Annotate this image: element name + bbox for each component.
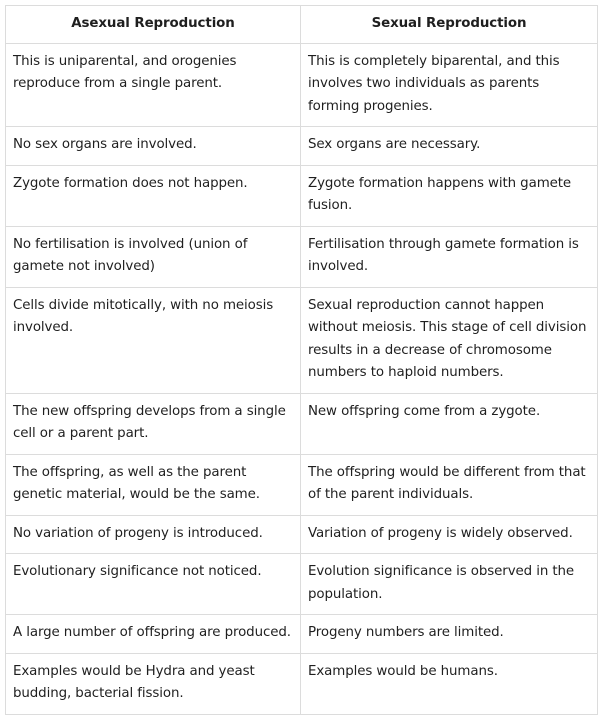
cell-sexual: Evolution significance is observed in the population. [301, 554, 598, 615]
cell-sexual: This is completely biparental, and this involves two individuals as parents forming progenies. [301, 43, 598, 127]
cell-asexual: A large number of offspring are produced. [6, 615, 301, 654]
cell-asexual: This is uniparental, and orogenies reproduce from a single parent. [6, 43, 301, 127]
cell-sexual: Progeny numbers are limited. [301, 615, 598, 654]
cell-asexual: No sex organs are involved. [6, 127, 301, 166]
table-row [6, 127, 598, 166]
cell-asexual: The offspring, as well as the parent genetic material, would be the same. [6, 454, 301, 515]
comparison-table [5, 5, 598, 715]
cell-asexual: Examples would be Hydra and yeast budding, bacterial fission. [6, 653, 301, 714]
table-row [6, 287, 598, 393]
cell-asexual: No fertilisation is involved (union of gamete not involved) [6, 226, 301, 287]
table-row [6, 454, 598, 515]
cell-sexual: Sexual reproduction cannot happen without meiosis. This stage of cell division results in a decrease of chromosome numbers to haploid numbers. [301, 287, 598, 393]
header-sexual: Sexual Reproduction [301, 6, 598, 44]
table-row [6, 43, 598, 127]
table-row [6, 515, 598, 554]
cell-asexual: Zygote formation does not happen. [6, 165, 301, 226]
table-row [6, 615, 598, 654]
cell-sexual: New offspring come from a zygote. [301, 393, 598, 454]
cell-sexual: Fertilisation through gamete formation is involved. [301, 226, 598, 287]
table-row [6, 653, 598, 714]
header-asexual: Asexual Reproduction [6, 6, 301, 44]
cell-asexual: No variation of progeny is introduced. [6, 515, 301, 554]
cell-sexual: The offspring would be different from that of the parent individuals. [301, 454, 598, 515]
cell-sexual: Variation of progeny is widely observed. [301, 515, 598, 554]
cell-sexual: Examples would be humans. [301, 653, 598, 714]
table-row [6, 165, 598, 226]
header-row [6, 6, 598, 44]
cell-sexual: Zygote formation happens with gamete fusion. [301, 165, 598, 226]
cell-asexual: The new offspring develops from a single cell or a parent part. [6, 393, 301, 454]
cell-asexual: Cells divide mitotically, with no meiosis involved. [6, 287, 301, 393]
cell-asexual: Evolutionary significance not noticed. [6, 554, 301, 615]
table-row [6, 226, 598, 287]
table-row [6, 393, 598, 454]
table-row [6, 554, 598, 615]
cell-sexual: Sex organs are necessary. [301, 127, 598, 166]
